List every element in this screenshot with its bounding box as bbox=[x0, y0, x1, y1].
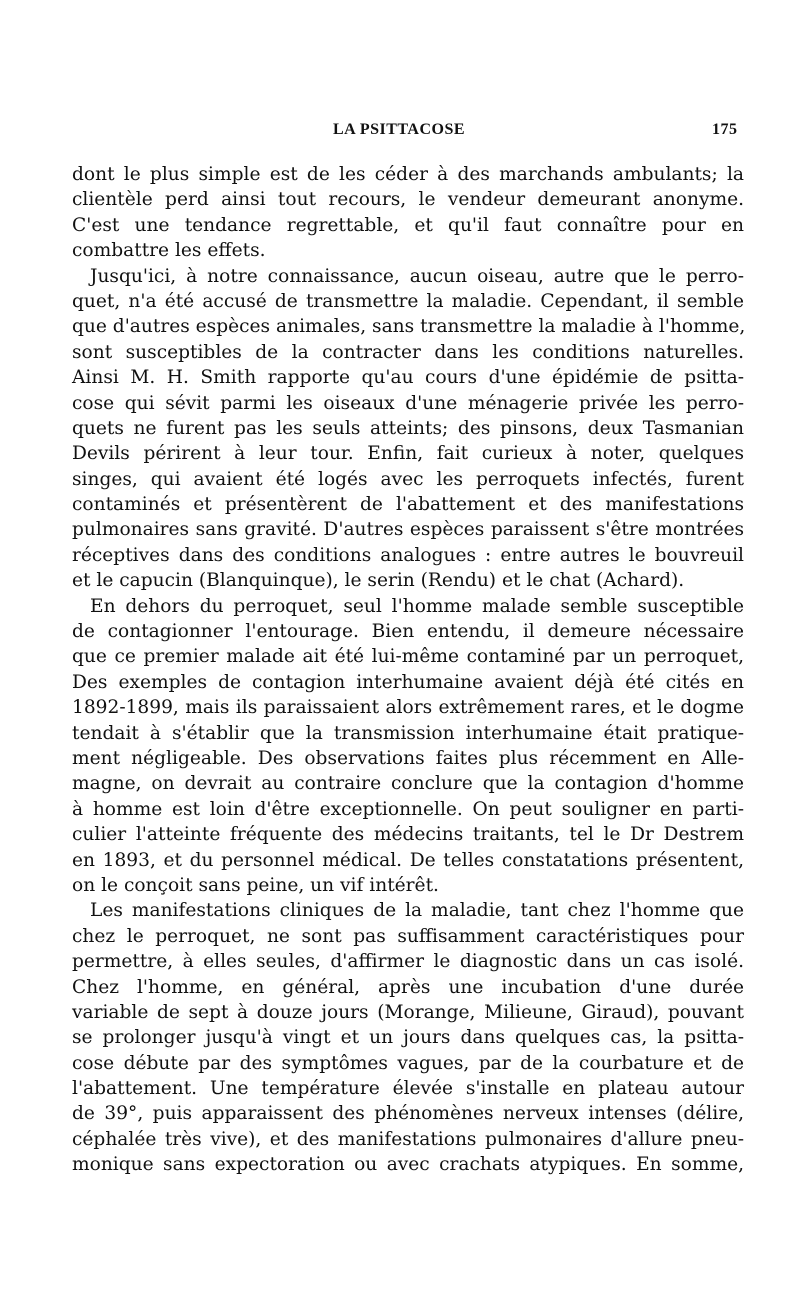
text-line: dont le plus simple est de les céder à des marchands ambulants; la bbox=[72, 164, 744, 185]
page-number: 175 bbox=[712, 121, 738, 138]
text-line: variable de sept à douze jours (Morange, Milieune, Giraud), pouvant bbox=[72, 1001, 744, 1023]
text-line: 1892-1899, mais ils paraissaient alors extrêmement rares, et le dogme bbox=[72, 697, 744, 719]
text-line: C'est une tendance regrettable, et qu'il faut connaître pour en bbox=[72, 214, 744, 236]
text-line: pulmonaires sans gravité. D'autres espèces paraissent s'être montrées bbox=[72, 519, 744, 541]
text-line: de contagionner l'entourage. Bien entendu, il demeure nécessaire bbox=[72, 621, 744, 643]
text-line: l'abattement. Une température élevée s'installe en plateau autour bbox=[72, 1078, 744, 1100]
text-line: réceptives dans des conditions analogues : entre autres le bouvreuil bbox=[72, 544, 744, 566]
text-line: Devils périrent à leur tour. Enfin, fait curieux à noter, quelques bbox=[72, 443, 744, 465]
text-line: et le capucin (Blanquinque), le serin (Rendu) et le chat (Achard). bbox=[72, 570, 685, 592]
text-line: ment négligeable. Des observations faites plus récemment en Alle- bbox=[72, 747, 744, 769]
text-line: que d'autres espèces animales, sans transmettre la maladie à l'homme, bbox=[72, 316, 746, 338]
text-line: Des exemples de contagion interhumaine avaient déjà été cités en bbox=[72, 671, 744, 693]
text-line: cose débute par des symptômes vagues, par de la courbature et de bbox=[72, 1052, 744, 1074]
text-line: à homme est loin d'être exceptionnelle. On peut souligner en parti- bbox=[72, 798, 744, 820]
text-line: quets ne furent pas les seuls atteints; des pinsons, deux Tasmanian bbox=[72, 417, 744, 439]
text-line: combattre les effets. bbox=[72, 240, 266, 262]
text-line: contaminés et présentèrent de l'abattement et des manifestations bbox=[72, 494, 744, 516]
text-line: on le conçoit sans peine, un vif intérêt. bbox=[72, 874, 439, 896]
text-line: En dehors du perroquet, seul l'homme malade semble susceptible bbox=[90, 595, 744, 617]
text-line: en 1893, et du personnel médical. De telles constatations présentent, bbox=[72, 849, 744, 871]
text-line: sont susceptibles de la contracter dans les conditions naturelles. bbox=[72, 341, 744, 363]
running-title: LA PSITTACOSE bbox=[333, 121, 466, 138]
text-line: monique sans expectoration ou avec crachats atypiques. En somme, bbox=[72, 1154, 744, 1176]
text-line: Chez l'homme, en général, après une incubation d'une durée bbox=[72, 976, 744, 998]
text-line: se prolonger jusqu'à vingt et un jours dans quelques cas, la psitta- bbox=[72, 1027, 744, 1049]
text-line: magne, on devrait au contraire conclure que la contagion d'homme bbox=[72, 773, 744, 795]
text-line: culier l'atteinte fréquente des médecins traitants, tel le Dr Destrem bbox=[72, 824, 744, 846]
text-line: que ce premier malade ait été lui-même contaminé par un perroquet, bbox=[72, 646, 744, 668]
text-line: quet, n'a été accusé de transmettre la maladie. Cependant, il semble bbox=[72, 290, 744, 312]
text-line: céphalée très vive), et des manifestations pulmonaires d'allure pneu- bbox=[72, 1128, 744, 1150]
text-line: cose qui sévit parmi les oiseaux d'une ménagerie privée les perro- bbox=[72, 392, 744, 414]
text-line: de 39°, puis apparaissent des phénomènes nerveux intenses (délire, bbox=[72, 1103, 744, 1125]
text-line: chez le perroquet, ne sont pas suffisamment caractéristiques pour bbox=[72, 925, 744, 947]
text-line: Ainsi M. H. Smith rapporte qu'au cours d'une épidémie de psitta- bbox=[72, 367, 744, 389]
text-line: permettre, à elles seules, d'affirmer le diagnostic dans un cas isolé. bbox=[72, 951, 744, 973]
text-line: Les manifestations cliniques de la maladie, tant chez l'homme que bbox=[90, 900, 744, 922]
body-text bbox=[72, 162, 744, 1178]
text-line: singes, qui avaient été logés avec les perroquets infectés, furent bbox=[72, 468, 744, 490]
text-line: tendait à s'établir que la transmission interhumaine était pratique- bbox=[72, 722, 744, 744]
text-line: Jusqu'ici, à notre connaissance, aucun oiseau, autre que le perro- bbox=[90, 265, 744, 287]
running-head bbox=[0, 121, 800, 141]
text-line: clientèle perd ainsi tout recours, le vendeur demeurant anonyme. bbox=[72, 189, 744, 211]
